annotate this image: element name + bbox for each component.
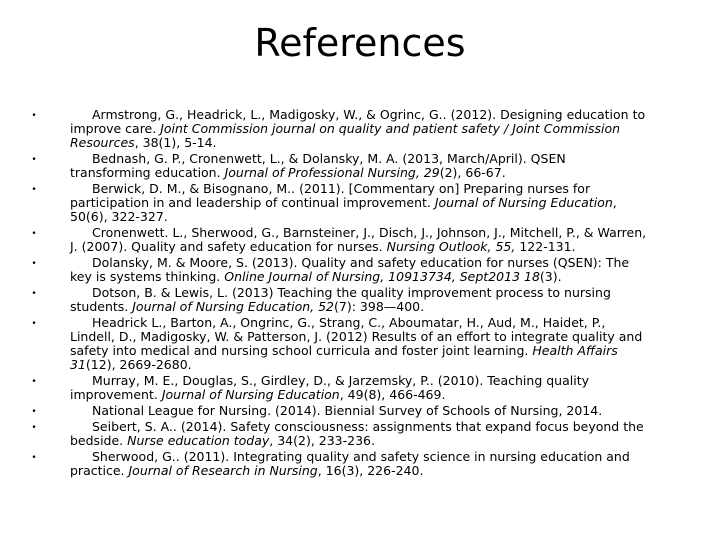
reference-tail: , 34(2), 233-236.: [269, 432, 375, 448]
reference-lead: Headrick L., Barton, A., Ongrinc, G., Strang, C., Aboumatar, H., Aud, M., Haidet, P., Lindell, D., Madigosky, W. & Patterson, J. (2012) Results of an effort to integrate quality and safety into medical and nursing school curricula and foster joint learning.: [70, 314, 643, 359]
reference-tail: 122-131.: [515, 239, 576, 255]
reference-tail: (3).: [539, 269, 562, 285]
bullet-icon: •: [31, 377, 37, 388]
reference-text: [70, 182, 648, 225]
reference-source: Health Affairs 31: [70, 343, 618, 373]
reference-source: Nurse education today: [127, 432, 270, 448]
reference-lead: National League for Nursing. (2014). Biennial Survey of Schools of Nursing, 2014.: [92, 403, 603, 419]
bullet-icon: •: [31, 452, 37, 463]
reference-lead: Bednash, G. P., Cronenwett, L., & Dolansky, M. A. (2013, March/April). QSEN transforming education.: [70, 151, 566, 181]
reference-source: Journal of Research in Nursing: [128, 462, 318, 478]
reference-lead: Murray, M. E., Douglas, S., Girdley, D., & Jarzemsky, P.. (2010). Teaching quality improvement.: [70, 373, 589, 403]
bullet-icon: •: [31, 259, 37, 270]
reference-item: [28, 182, 648, 225]
reference-tail: , 16(3), 226-240.: [317, 462, 424, 478]
bullet-icon: •: [31, 407, 37, 418]
reference-text: [70, 286, 648, 314]
reference-list: [28, 108, 648, 480]
reference-text: [70, 450, 648, 478]
reference-text: [70, 152, 648, 180]
bullet-icon: •: [31, 318, 37, 329]
bullet-icon: •: [31, 229, 37, 240]
reference-text: [70, 374, 648, 402]
reference-tail: (12), 2669-2680.: [85, 357, 192, 373]
reference-item: [28, 316, 648, 373]
reference-tail: , 38(1), 5-14.: [134, 135, 217, 151]
reference-text: [70, 420, 648, 448]
reference-text: [70, 404, 648, 418]
bullet-icon: •: [31, 288, 37, 299]
reference-tail: (7): 398—400.: [334, 299, 425, 315]
reference-lead: Sherwood, G.. (2011). Integrating quality and safety science in nursing education and practice.: [70, 448, 630, 478]
reference-item: [28, 256, 648, 284]
reference-item: [28, 404, 648, 418]
reference-item: [28, 420, 648, 448]
reference-tail: (2), 66-67.: [439, 165, 506, 181]
reference-text: [70, 316, 648, 373]
reference-lead: Dolansky, M. & Moore, S. (2013). Quality and safety education for nurses (QSEN): The key is systems thinking.: [70, 255, 630, 285]
reference-source: Journal of Nursing Education: [434, 195, 613, 211]
reference-item: [28, 108, 648, 151]
reference-source: Journal of Nursing Education, 52: [132, 299, 335, 315]
reference-text: [70, 108, 648, 151]
reference-item: [28, 450, 648, 478]
bullet-icon: •: [31, 422, 37, 433]
reference-item: [28, 286, 648, 314]
bullet-icon: •: [31, 155, 37, 166]
reference-source: Journal of Nursing Education: [161, 387, 340, 403]
reference-source: Journal of Professional Nursing, 29: [224, 165, 440, 181]
reference-text: [70, 256, 648, 284]
reference-item: [28, 226, 648, 254]
reference-lead: Armstrong, G., Headrick, L., Madigosky, W., & Ogrinc, G.. (2012). Designing education to improve care.: [70, 107, 646, 137]
reference-source: Nursing Outlook, 55,: [386, 239, 516, 255]
reference-text: [70, 226, 648, 254]
reference-lead: Cronenwett. L., Sherwood, G., Barnsteiner, J., Disch, J., Johnson, J., Mitchell, P., & Warren, J. (2007). Quality and safety education for nurses.: [70, 225, 647, 255]
reference-lead: Seibert, S. A.. (2014). Safety consciousness: assignments that expand focus beyond the bedside.: [70, 418, 644, 448]
reference-tail: , 50(6), 322-327.: [70, 195, 617, 225]
bullet-icon: •: [31, 111, 37, 121]
page-title: References: [254, 21, 466, 65]
bullet-icon: •: [31, 185, 37, 196]
reference-lead: Dotson, B. & Lewis, L. (2013) Teaching the quality improvement process to nursing students.: [70, 284, 611, 315]
reference-lead: Berwick, D. M., & Bisognano, M.. (2011). [Commentary on] Preparing nurses for participation in and leadership of continual improvement.: [70, 181, 591, 211]
reference-source: Joint Commission journal on quality and patient safety / Joint Commission Resources: [70, 121, 621, 151]
reference-item: [28, 374, 648, 402]
reference-source: Online Journal of Nursing, 10913734, Sept2013 18: [224, 269, 540, 285]
reference-tail: , 49(8), 466-469.: [339, 387, 446, 403]
reference-item: [28, 152, 648, 180]
